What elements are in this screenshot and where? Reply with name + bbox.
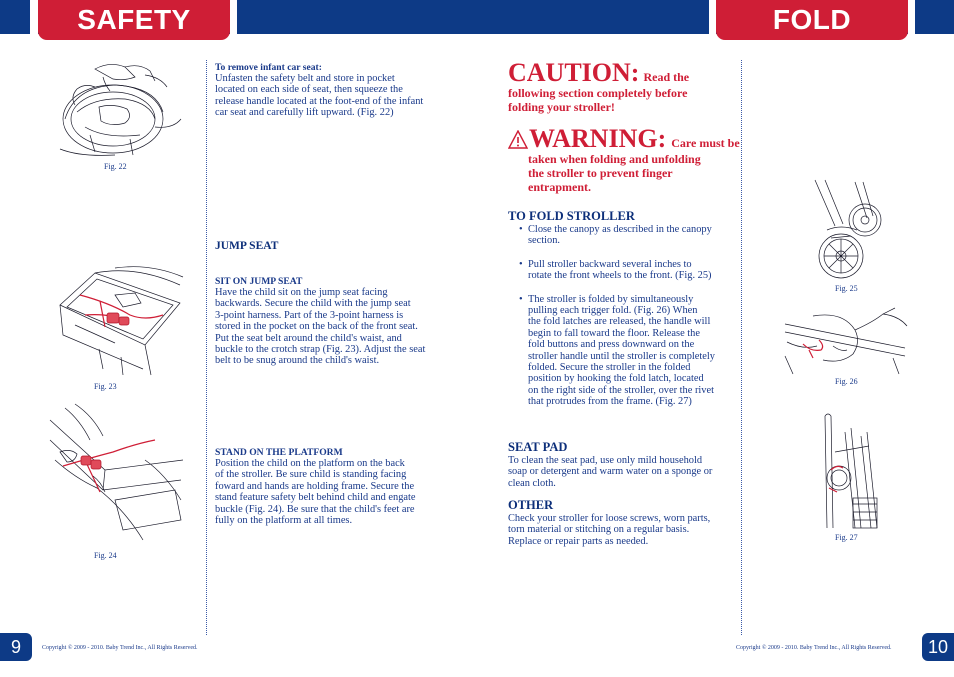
seat-pad-line: clean cloth. <box>508 477 556 489</box>
fig-26-label: Fig. 26 <box>835 377 858 386</box>
front-wheels-illustration <box>805 178 885 282</box>
fold-bullet-line: position by hooking the fold latch, located <box>528 373 704 385</box>
header-center-strip <box>237 0 709 34</box>
remove-car-seat-line: located on each side of seat, then squeeze the <box>215 84 403 96</box>
sit-on-jump-seat-line: backwards. Secure the child with the jump seat <box>215 298 411 310</box>
fold-bullet-line: pulling each trigger fold. (Fig. 26) When <box>528 305 698 317</box>
fig-22-label: Fig. 22 <box>104 162 127 171</box>
stand-on-platform-heading: STAND ON THE PLATFORM <box>215 447 343 458</box>
trigger-fold-illustration <box>783 306 908 376</box>
column-divider <box>206 60 207 635</box>
caution-line: folding your stroller! <box>508 100 615 114</box>
fold-bullet-line: that protrudes from the frame. (Fig. 27) <box>528 396 692 408</box>
seat-pad-heading: SEAT PAD <box>508 440 568 454</box>
header-right-strip <box>915 0 954 34</box>
header-gap <box>709 0 716 34</box>
seat-pad-line: To clean the seat pad, use only mild household <box>508 455 703 466</box>
seat-pad-section <box>508 440 740 489</box>
warning-line: taken when folding and unfolding <box>528 152 701 166</box>
sit-on-jump-seat-section <box>215 276 455 367</box>
fold-bullet-line: Pull stroller backward several inches to <box>528 258 692 270</box>
page-number-left: 9 <box>0 633 32 661</box>
stand-on-platform-section <box>215 447 455 526</box>
fold-bullet-line: folded. Secure the stroller in the folded <box>528 362 691 374</box>
other-line: Check your stroller for loose screws, worn parts, <box>508 513 711 524</box>
caution-title: CAUTION: <box>508 58 640 87</box>
other-section <box>508 498 740 547</box>
stand-on-platform-line: of the stroller. Be sure child is standing facing <box>215 469 407 481</box>
caution-line: following section completely before <box>508 86 688 100</box>
stand-on-platform-line: buckle (Fig. 24). Be sure that the child's feet are <box>215 503 415 515</box>
sit-on-jump-seat-line: buckle to the crotch strap (Fig. 23). Adjust the seat <box>215 344 426 356</box>
warning-triangle-icon <box>508 130 528 149</box>
fold-bullet-line: stroller handle until the stroller is completely <box>528 350 715 362</box>
warning-line: entrapment. <box>528 180 591 194</box>
sit-on-jump-seat-line: Put the seat belt around the child's waist, and <box>215 332 402 344</box>
fold-bullet-line: Close the canopy as described in the canopy <box>528 224 712 235</box>
fig-27-label: Fig. 27 <box>835 533 858 542</box>
caution-lead: Read the <box>643 70 690 84</box>
remove-car-seat-section <box>215 62 455 119</box>
page-number-right: 10 <box>922 633 954 661</box>
to-fold-heading: TO FOLD STROLLER <box>508 209 635 223</box>
stand-on-platform-line: fully on the platform at all times. <box>215 515 353 527</box>
sit-on-jump-seat-line: 3-point harness. Part of the 3-point harness is <box>215 309 404 321</box>
fold-bullet-line: the fold latches are released, the handle will <box>528 316 711 328</box>
remove-car-seat-line: car seat and carefully lift upward. (Fig. 22) <box>215 107 394 119</box>
warning-line: the stroller to prevent finger <box>528 166 673 180</box>
fold-tab-title: FOLD <box>772 4 852 35</box>
warning-block <box>508 126 743 194</box>
warning-lead: Care must be <box>671 136 740 150</box>
fig-24-label: Fig. 24 <box>94 551 117 560</box>
remove-car-seat-heading: To remove infant car seat: <box>215 62 322 73</box>
fig-23-label: Fig. 23 <box>94 382 117 391</box>
header-gap <box>230 0 237 34</box>
platform-belt-illustration <box>45 400 185 548</box>
jump-seat-harness-illustration <box>55 265 185 380</box>
other-line: torn material or stitching on a regular basis. <box>508 524 690 536</box>
copyright-right: Copyright © 2009 - 2010. Baby Trend Inc., All Rights Reserved. <box>736 645 892 651</box>
fold-bullet-line: begin to fall toward the floor. Release the <box>528 327 700 339</box>
copyright-left: Copyright © 2009 - 2010. Baby Trend Inc., All Rights Reserved. <box>42 645 198 651</box>
infant-car-seat-removal-illustration <box>55 57 185 159</box>
fold-bullet <box>508 224 740 247</box>
header-gap <box>908 0 915 34</box>
fig-25-label: Fig. 25 <box>835 284 858 293</box>
bullet-dot: • <box>519 258 523 270</box>
fold-bullet <box>508 294 740 408</box>
fold-bullet-line: fold buttons and press downward on the <box>528 339 695 351</box>
bullet-dot: • <box>519 293 523 305</box>
to-fold-section <box>508 209 740 408</box>
sit-on-jump-seat-heading: SIT ON JUMP SEAT <box>215 276 303 287</box>
fold-bullet-line: on the right side of the stroller, over the rivet <box>528 384 714 396</box>
safety-tab <box>38 0 230 40</box>
sit-on-jump-seat-line: belt to be snug around the child's waist. <box>215 355 380 367</box>
other-heading: OTHER <box>508 498 554 512</box>
warning-title: WARNING: <box>529 124 667 153</box>
sit-on-jump-seat-line: stored in the pocket on the back of the front seat. <box>215 321 418 333</box>
stand-on-platform-line: foward and hands are holding frame. Secure the <box>215 480 415 492</box>
folded-stroller-illustration <box>815 412 885 530</box>
stand-on-platform-line: Position the child on the platform on the back <box>215 458 405 469</box>
header-left-strip <box>0 0 30 34</box>
stand-on-platform-line: stand feature safety belt behind child and engate <box>215 492 416 504</box>
fold-bullet-line: The stroller is folded by simultaneously <box>528 293 694 305</box>
fold-bullet-line: rotate the front wheels to the front. (Fig. 25) <box>528 270 712 282</box>
jump-seat-heading: JUMP SEAT <box>215 240 279 252</box>
bullet-dot: • <box>519 224 523 235</box>
fold-tab <box>716 0 908 40</box>
remove-car-seat-line: release handle located at the foot-end of the infant <box>215 95 424 107</box>
safety-tab-title: SAFETY <box>77 4 191 35</box>
sit-on-jump-seat-line: Have the child sit on the jump seat facing <box>215 287 388 298</box>
caution-block <box>508 60 743 114</box>
header-gap <box>30 0 38 34</box>
fold-bullet <box>508 259 740 282</box>
remove-car-seat-line: Unfasten the safety belt and store in pocket <box>215 73 395 84</box>
fold-bullet-line: section. <box>528 235 561 247</box>
seat-pad-line: soap or detergent and warm water on a sponge or <box>508 466 713 478</box>
other-line: Replace or repair parts as needed. <box>508 535 649 547</box>
